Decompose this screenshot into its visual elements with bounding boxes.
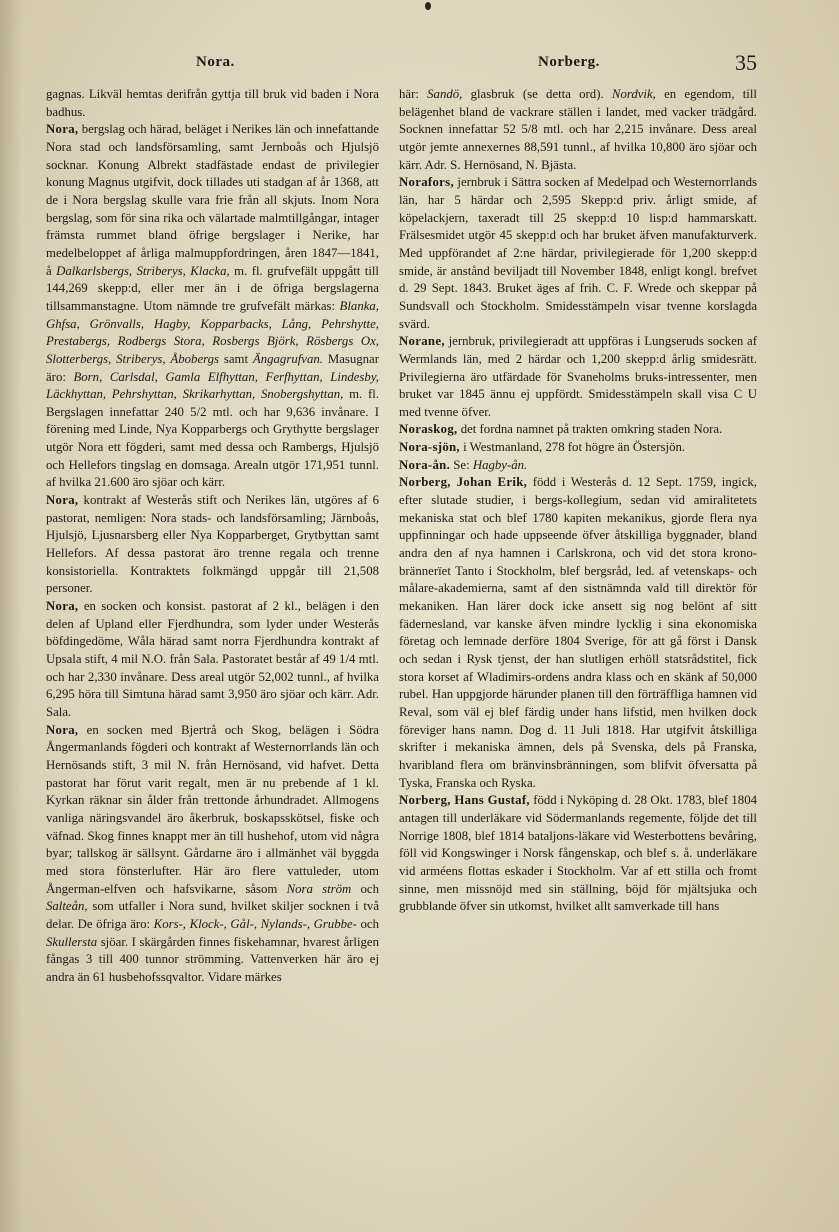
- entry-headword: Nora-ån.: [399, 457, 451, 472]
- entry-norberg-johan-erik: [399, 474, 757, 792]
- ink-speck: [425, 2, 431, 10]
- entry-body: en socken och konsist. pastorat af 2 kl., belägen i den delen af Upland eller Fjerdhundra, som lyder under Westerås böfdingedöme, Wåla härad samt norra Fjerdhundra kontrakt af Upsala stift, 4 mil N.O. från Sala. Pastoratet består af 49 1/4 mtl. och har 2,330 invånare. Dess areal utgör 52,002 tunnl., af hvilka 6,295 höra till Simtuna härad samt 3,950 äro sjöar och kärr. Adr. Sala.: [46, 599, 379, 719]
- entry-body: född i Westerås d. 12 Sept. 1759, ingick, efter slutade studier, i bergs-kollegium, sedan vid amiralitetets mekaniska stat och blef 1780 kapiten mekanikus, gjorde flera nya uppfinningar och hade uppseende öfver åtskilliga byggnader, bland andra den af nya hamnen i Carlskrona, och vid det stora krono-brännerïet Tanto i Stockholm, blef bergsråd, led. af vetenskaps- och målare-akademierna, samt af den sistnämnda vald till direktör för mekaniken. Han lärer dock icke ansett sig nog belönt af sitt fädernesland, var kanske äfven mindre lycklig i sina ekonomiska företag och lemnade derföre 1804 Sverige, för att gå först i Dansk och sedan i Rysk tjenst, der han slutligen erhöll statsrådstitel, fick stora korset af Wladimirs-ordens andra klass och en skänk af 50,000 rubel. Han uppgjorde härunder planen till den förträffliga hamnen vid Reval, som väl ej blef färdig under hans lifstid, men hvilken dock föreviger hans namn. Dog d. 11 Juli 1818. Har utgifvit åtskilliga skrifter i mekaniska ämnen, dels på Svenska, dels på Franska, hvaribland flera om bränvinsbränningen, som blifvit öfversatta på Tyska, Franska och Ryska.: [399, 475, 757, 790]
- entry-headword: Noraskog,: [399, 422, 458, 437]
- entry-headword: Nora,: [46, 493, 79, 508]
- entry-body: bergslag och härad, beläget i Nerikes län och innefattande Nora stad och landsförsamling, samt Jernboås och Hjulsjö socknar. Konung Albrekt stadfästade endast de privilegier konung Magnus utgifvit, dock tillades uti stadgan af år 1368, att de i Nora bergslag skulle vara frie från all skjuts. Inom Nora bergslag, som för sina rika och välartade malmtillgångar, intager främsta rummet bland öfrige bergslager i Nerike, har medelbeloppet af årliga malmuppfordringen, åren 1847—1841, å: [46, 122, 379, 278]
- entry-headword: Norberg, Johan Erik,: [399, 475, 528, 490]
- entry-body: en egendom, till belägenhet bland de vackrare ställen i landet, med vacker trädgård. Socknen innefattar 52 5/8 mtl. och har 2,215 invånare. Dess areal utgör jemte annexernes 88,591 tunnl., af hvilka 10,800 äro sjöar och kärr. Adr. S. Hernösand, N. Bjästa.: [399, 87, 757, 172]
- entry-italic: Born, Carlsdal, Gamla Elfhyttan, Ferfhyttan, Lindesby, Läckhyttan, Pehrshyttan, Skrikarhyttan, Snobergshyttan,: [46, 369, 379, 402]
- entry-italic: Hagby-ån.: [472, 457, 528, 472]
- entry-headword: Norafors,: [399, 175, 454, 190]
- right-column: [399, 86, 757, 1216]
- entry-italic: Salteån,: [46, 899, 88, 914]
- entry-italic: Ängagrufvan.: [252, 351, 323, 366]
- entry-body: en socken med Bjertrå och Skog, belägen i Södra Ångermanlands fögderi och kontrakt af Westernorrlands län och Hernösands stift, 3 mil N. från Hernösand, vid hafvet. Detta pastorat har förut varit regalt, men är nu prebende af 1 kl. Kyrkan räknar sin ålder från trettonde århundradet. Allmogens vanliga näringsvandel äro åkerbruk, boskapsskötsel, fiske och väfnad. Skog finnes knappt mer än till hushehof, utom vid några byar; tallskog är sällsynt. Gårdarne äro i allmänhet väl byggda med stora fönsterlufter. Här äro flere vattuleder, utom Ångerman-elfven och hafsvikarne, såsom: [46, 722, 379, 896]
- left-column: [46, 86, 379, 1216]
- entry-body: kontrakt af Westerås stift och Nerikes län, utgöres af 6 pastorat, nemligen: Nora stads- och landsförsamling; Järnboås, Hjulsjö, Ljusnarsberg eller Nya Kopparberget, Grytbyttan samt Hellefors. Af dessa pastorat äro trenne regala och trenne konsistoriella. Kontraktets folkmängd uppgår till 21,508 personer.: [46, 493, 379, 596]
- entry-body: Masugnar äro:: [46, 351, 379, 384]
- entry-body: som utfaller i Nora sund, hvilket skiljer socknen i två delar. De öfriga äro:: [46, 899, 379, 931]
- entry-headword: Norberg, Hans Gustaf,: [399, 793, 530, 808]
- entry-body: jernbruk i Sättra socken af Medelpad och Westernorrlands län, har 5 härdar och 2,595 Skepp:d priv. årligt smide, af köpelackjern, taxeradt till 25 skepp:d 10 lisp:d hammarskatt. Frälsesmidet utgör 45 skepp:d och har bruket äfven manufakturverk. Med uppförandet af 2:ne härdar, privilegierade för 1,200 skepp:d smide, är anstånd beviljadt till November 1848, enligt kongl. brefvet d. 29 Sept. 1843. Bruket äges af frih. C. F. Wrede och skeppar på Sundsvall och Stockholm. Smidesstämpeln visar tvenne korslagda svärd.: [399, 175, 757, 331]
- entry-body: i Westmanland, 278 fot högre än Östersjön.: [459, 440, 686, 455]
- entry-nora-bergslag: [46, 121, 379, 492]
- entry-body: och: [351, 881, 379, 896]
- entry-italic: Skullersta: [46, 934, 98, 949]
- entry-body: Se:: [450, 457, 473, 472]
- page-number: 35: [735, 50, 757, 75]
- entry-body: och: [356, 916, 379, 931]
- entry-body: här:: [399, 87, 428, 101]
- entry-nora-an: [399, 457, 757, 475]
- entry-headword: Nora,: [46, 599, 79, 614]
- entry-nora-sjon: [399, 439, 757, 457]
- entry-body: född i Nyköping d. 28 Okt. 1783, blef 1804 antagen till underläkare vid Södermanlands regemente, följde det till Norrige 1808, blef 1814 bataljons-läkare vid Westerbottens bevåring, föll vid Kongswinger i Norsk fångenskap, och blef s. å. underläkare vid arméens flottas eskader i Stockholm. Var af ett stilla och fromt sinne, men missnöjd med sin ställning, böjd för mjältsjuka och grubblande öfver sin utkomst, hvilket allt samverkade till hans: [399, 793, 757, 914]
- left-running-head: Nora.: [196, 54, 235, 70]
- binding-shadow: [0, 0, 22, 1232]
- entry-body: m. fl. grufvefält uppgått till 144,269 skepp:d, eller mer än i de öfriga bergslagerna tillsammanstagne. Utom nämnde tre grufvefält märkas:: [46, 263, 379, 313]
- entry-body: gagnas. Likväl hemtas derifrån gyttja till bruk vid baden i Nora badhus.: [46, 87, 379, 119]
- entry-norafors: [399, 174, 757, 333]
- entry-text: [46, 86, 379, 121]
- entry-italic: Blanka, Ghfsa, Grönvalls, Hagby, Kopparbacks, Lång, Pehrshytte, Prestabergs, Rodbergs Stora, Rosbergs Björk, Rösbergs Ox, Slotterbergs, Striberys, Åbobergs: [46, 298, 379, 366]
- entry-headword: Nora,: [46, 722, 79, 737]
- entry-headword: Norane,: [399, 334, 445, 349]
- entry-body: glasbruk (se detta ord).: [462, 87, 612, 101]
- entry-italic: Nora ström: [286, 881, 352, 896]
- entry-body: samt: [219, 351, 253, 366]
- entry-italic: Sandö,: [427, 87, 463, 101]
- entry-italic: Nordvik,: [611, 87, 656, 101]
- entry-headword: Nora-sjön,: [399, 440, 460, 455]
- entry-norane: [399, 333, 757, 421]
- entry-italic: Kors-, Klock-, Gål-, Nylands-, Grubbe-: [153, 916, 357, 931]
- entry-body: m. fl. Bergslagen innefattar 240 5/2 mtl. och har 9,636 invånare. I förening med Linde, Nya Kopparbergs och Grythytte bergslager utgör Nora ett fögderi, samt med dessa och Rambergs, Hjulsjö och Hellefors tingslag en domsaga. Arealn utgör 171,951 tunnl. af hvilka 21.600 äro sjöar och kärr.: [46, 387, 379, 490]
- entry-body: sjöar. I skärgården finnes fiskehamnar, hvarest årligen fångas 3 till 400 tunnor strömming. Vattenverken här äro ej andra än 61 husbehofssqvaltor. Vidare märkes: [46, 934, 379, 984]
- entry-body: det fordna namnet på trakten omkring staden Nora.: [457, 422, 723, 437]
- entry-text: [399, 86, 757, 174]
- right-running-head: Norberg.: [538, 54, 600, 70]
- entry-italic: Dalkarlsbergs, Striberys, Klacka,: [56, 263, 230, 278]
- entry-norberg-hans-gustaf: [399, 792, 757, 916]
- entry-nora-kontrakt: [46, 492, 379, 598]
- entry-nora-socken-upland: [46, 598, 379, 722]
- entry-nora-socken-angermanland: [46, 722, 379, 987]
- entry-noraskog: [399, 421, 757, 439]
- entry-headword: Nora,: [46, 122, 79, 137]
- entry-body: jernbruk, privilegieradt att uppföras i Lungseruds socken af Wermlands län, med 2 härdar och 1,200 skepp:d årlig smidesrätt. Privilegierna äro utfärdade för Svaneholms bruks-intressenter, men bruket var 1845 ännu ej uppfördt. Smidesstämpeln skall visa C U med tvenne öfver.: [399, 334, 757, 419]
